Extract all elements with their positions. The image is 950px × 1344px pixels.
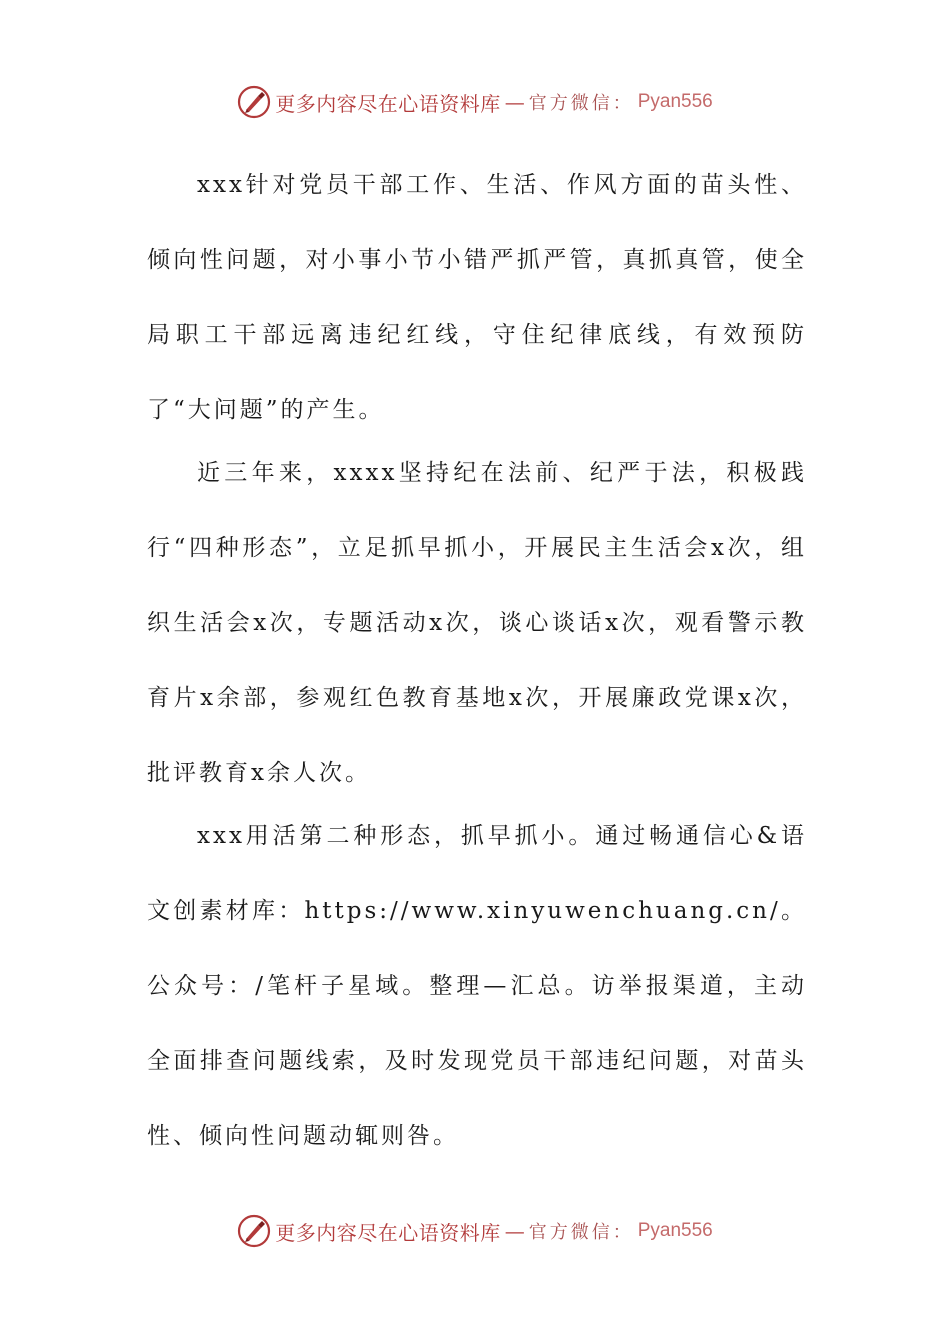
watermark-site-text: 更多内容尽在心语资料库 (275, 91, 501, 116)
watermark-label: 官方微信： (528, 93, 634, 114)
watermark-separator: — (504, 1219, 525, 1243)
watermark-site-text: 更多内容尽在心语资料库 (275, 1220, 501, 1245)
pen-logo-icon (237, 85, 271, 119)
watermark-label: 官方微信： (528, 1222, 634, 1243)
watermark-wechat-id: Pyan556 (637, 91, 713, 112)
watermark-separator: — (504, 90, 525, 114)
pen-logo-icon (237, 1214, 271, 1248)
watermark-wechat-id: Pyan556 (637, 1220, 713, 1241)
paragraph-3: xxx用活第二种形态，抓早抓小。通过畅通信心&语文创素材库：https://www.xinyuwenchuang.cn/。公众号：/笔杆子星域。整理—汇总。访举报渠道，主动全面排查问题线索，及时发现党员干部违纪问题，对苗头性、倾向性问题动辄则咎。 (147, 823, 807, 1149)
paragraph-2: 近三年来，xxxx坚持纪在法前、纪严于法，积极践行“四种形态”，立足抓早抓小，开展民主生活会x次，组织生活会x次，专题活动x次，谈心谈话x次，观看警示教育片x余部，参观红色教育基地x次，开展廉政党课x次，批评教育x余人次。 (147, 460, 807, 786)
header-watermark (0, 80, 950, 124)
footer-watermark (0, 1209, 950, 1253)
document-body (147, 148, 807, 1174)
paragraph-1: xxx针对党员干部工作、生活、作风方面的苗头性、倾向性问题，对小事小节小错严抓严管，真抓真管，使全局职工干部远离违纪红线，守住纪律底线，有效预防了“大问题”的产生。 (147, 172, 807, 423)
